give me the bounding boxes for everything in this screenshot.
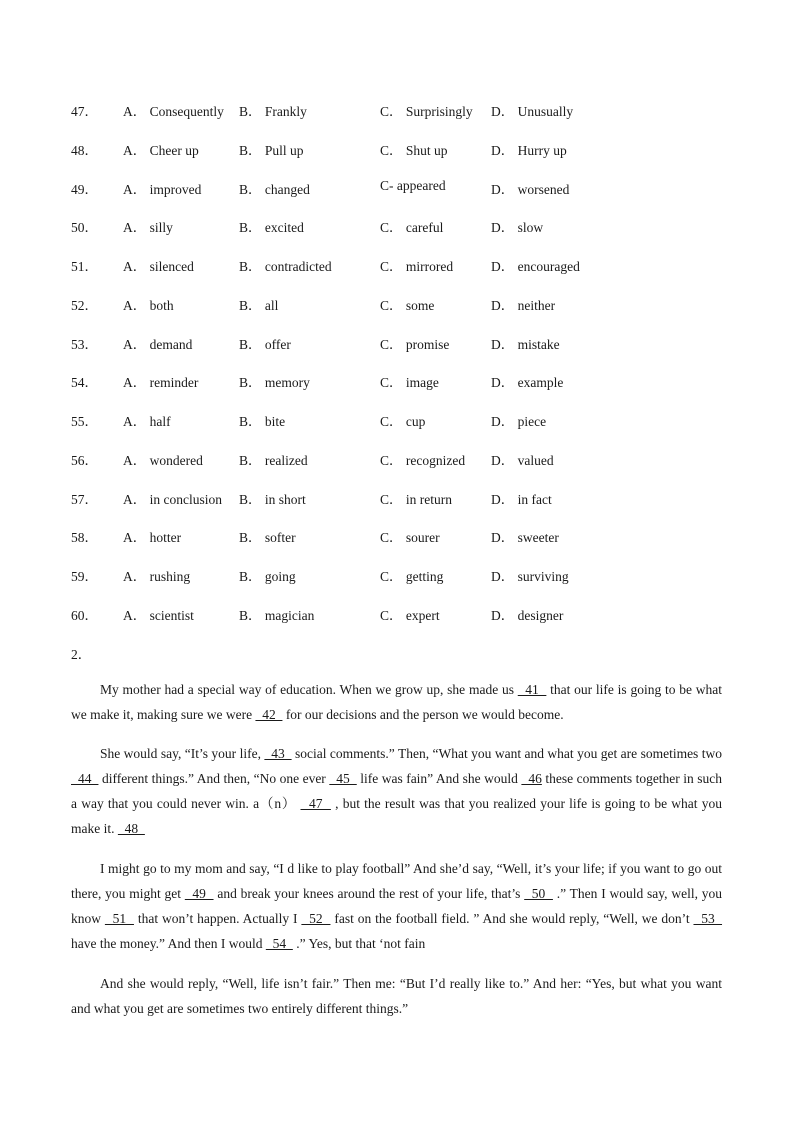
- text: different things.” And then, “No one ever: [98, 771, 330, 786]
- question-number: 59．: [71, 569, 98, 584]
- option-b: B． Pull up: [239, 142, 304, 158]
- option-d: D． mistake: [491, 336, 560, 352]
- option-a: A． demand: [123, 336, 193, 352]
- text: social comments.” Then, “What you want and what you get are sometimes two: [291, 746, 722, 761]
- option-c: C． recognized: [380, 452, 466, 468]
- question-row: [71, 178, 711, 198]
- text: life was fain” And she would: [356, 771, 522, 786]
- option-c: C． expert: [380, 607, 440, 623]
- passage-paragraph-2: [71, 741, 722, 841]
- option-c: C． sourer: [380, 530, 440, 546]
- question-number: 54．: [71, 375, 98, 391]
- passage-paragraph-4: [71, 971, 722, 1021]
- blank-46: 46: [521, 771, 542, 786]
- question-number: 50．: [71, 220, 98, 236]
- question-row: [71, 139, 711, 159]
- option-a: A． Cheer up: [123, 142, 199, 158]
- text: that won’t happen. Actually I: [133, 911, 302, 926]
- option-a: A． silly: [123, 220, 173, 236]
- blank-44: 44: [71, 771, 99, 786]
- question-row: [71, 333, 711, 353]
- text: My mother had a special way of education. When we grow up, she made us: [100, 682, 518, 697]
- question-number: 58．: [71, 530, 98, 546]
- option-b: B． memory: [239, 375, 310, 391]
- passage-paragraph-3: [71, 856, 722, 956]
- option-b: B． changed: [239, 181, 310, 197]
- question-row: [71, 216, 711, 236]
- paragraph-text: And she would reply, “Well, life isn’t fair.” Then me: “But I’d really like to.” And her: “Yes, but what you want and what you get are sometimes two entirely different things.”: [71, 976, 722, 1016]
- option-a: A． Consequently: [123, 104, 224, 119]
- blank-53: 53: [693, 911, 723, 926]
- option-d: D． example: [491, 375, 564, 391]
- section-label: 2．: [71, 647, 92, 662]
- question-number: 60．: [71, 607, 98, 623]
- question-row: [71, 410, 711, 430]
- blank-45: 45: [329, 771, 357, 786]
- option-b: B． offer: [239, 336, 291, 352]
- question-row: [71, 488, 711, 508]
- option-d: D． Hurry up: [491, 142, 567, 158]
- blank-43: 43: [264, 746, 292, 761]
- option-d: D． valued: [491, 452, 554, 468]
- option-a: A． improved: [123, 181, 202, 197]
- blank-47: 47: [300, 796, 331, 811]
- option-a: A． rushing: [123, 569, 191, 584]
- option-b: B． softer: [239, 530, 296, 546]
- text: , but the result was that you realized your life is going to be what you make it.: [71, 796, 722, 836]
- option-c: C． mirrored: [380, 259, 454, 274]
- option-a: A． half: [123, 414, 171, 429]
- option-c: C． careful: [380, 220, 444, 236]
- text: for our decisions and the person we would become.: [282, 707, 564, 722]
- option-b: B． Frankly: [239, 104, 307, 119]
- option-a: A． silenced: [123, 259, 194, 274]
- option-c: C． in return: [380, 491, 452, 507]
- question-number: 47．: [71, 104, 98, 119]
- text: have the money.” And then I would: [71, 936, 266, 951]
- option-d: D． designer: [491, 607, 564, 623]
- text: these comments together in such a way that you could never win. a（n）: [71, 771, 723, 811]
- text: I might go to my mom and say, “I d like to play football” And she’d say, “Well, it’s your life; if you want to go out there, you might get: [71, 861, 722, 901]
- blank-48: 48: [117, 821, 145, 836]
- question-row: [71, 565, 711, 585]
- option-a: A． both: [123, 297, 174, 313]
- option-b: B． contradicted: [239, 259, 332, 274]
- option-c: C- appeared: [380, 177, 446, 193]
- text: and break your knees around the rest of your life, that’s: [213, 886, 525, 901]
- option-c: C． some: [380, 297, 435, 313]
- option-b: B． realized: [239, 452, 308, 468]
- question-row: [71, 449, 711, 469]
- option-a: A． scientist: [123, 607, 194, 623]
- option-d: D． piece: [491, 414, 547, 429]
- text: that our life is going to be what we make it, making sure we were: [71, 682, 723, 722]
- option-b: B． bite: [239, 414, 286, 429]
- blank-50: 50: [524, 886, 553, 901]
- blank-42: 42: [255, 707, 283, 722]
- text: fast on the football field. ” And she would reply, “Well, we don’t: [330, 911, 694, 926]
- option-b: B． excited: [239, 220, 304, 236]
- option-c: C． getting: [380, 569, 444, 584]
- question-number: 52．: [71, 297, 98, 313]
- option-d: D． worsened: [491, 181, 570, 197]
- option-d: D． slow: [491, 220, 544, 236]
- option-b: B． all: [239, 297, 279, 313]
- blank-52: 52: [301, 911, 331, 926]
- question-number: 55．: [71, 414, 98, 429]
- option-a: A． in conclusion: [123, 491, 222, 507]
- option-a: A． hotter: [123, 530, 182, 546]
- option-a: A． wondered: [123, 452, 203, 468]
- option-d: D． Unusually: [491, 104, 574, 119]
- blank-51: 51: [104, 911, 134, 926]
- text: .” Yes, but that ‘not fain: [292, 936, 426, 951]
- question-number: 48．: [71, 142, 98, 158]
- blank-41: 41: [517, 682, 547, 697]
- option-b: B． magician: [239, 607, 315, 623]
- question-number: 51．: [71, 259, 98, 274]
- option-d: D． sweeter: [491, 530, 559, 546]
- option-c: C． image: [380, 375, 439, 391]
- option-b: B． in short: [239, 491, 306, 507]
- question-row: [71, 371, 711, 391]
- option-d: D． in fact: [491, 491, 552, 507]
- option-b: B． going: [239, 569, 296, 584]
- text: She would say, “It’s your life,: [100, 746, 265, 761]
- question-number: 56．: [71, 452, 98, 468]
- text: .” Then I would say, well, you know: [71, 886, 723, 926]
- question-row: [71, 294, 711, 314]
- question-number: 53．: [71, 336, 98, 352]
- option-d: D． neither: [491, 297, 556, 313]
- option-c: C． cup: [380, 414, 426, 429]
- question-row: [71, 100, 711, 120]
- option-c: C． Shut up: [380, 142, 448, 158]
- blank-54: 54: [265, 936, 293, 951]
- blank-49: 49: [184, 886, 214, 901]
- passage-paragraph-1: [71, 677, 722, 727]
- question-number: 49．: [71, 181, 98, 197]
- option-a: A． reminder: [123, 375, 199, 391]
- question-row: [71, 604, 711, 624]
- option-d: D． encouraged: [491, 259, 580, 274]
- option-c: C． Surprisingly: [380, 104, 473, 119]
- question-row: [71, 255, 711, 275]
- question-number: 57．: [71, 491, 98, 507]
- option-c: C． promise: [380, 336, 450, 352]
- option-d: D． surviving: [491, 569, 569, 584]
- question-row: [71, 526, 711, 546]
